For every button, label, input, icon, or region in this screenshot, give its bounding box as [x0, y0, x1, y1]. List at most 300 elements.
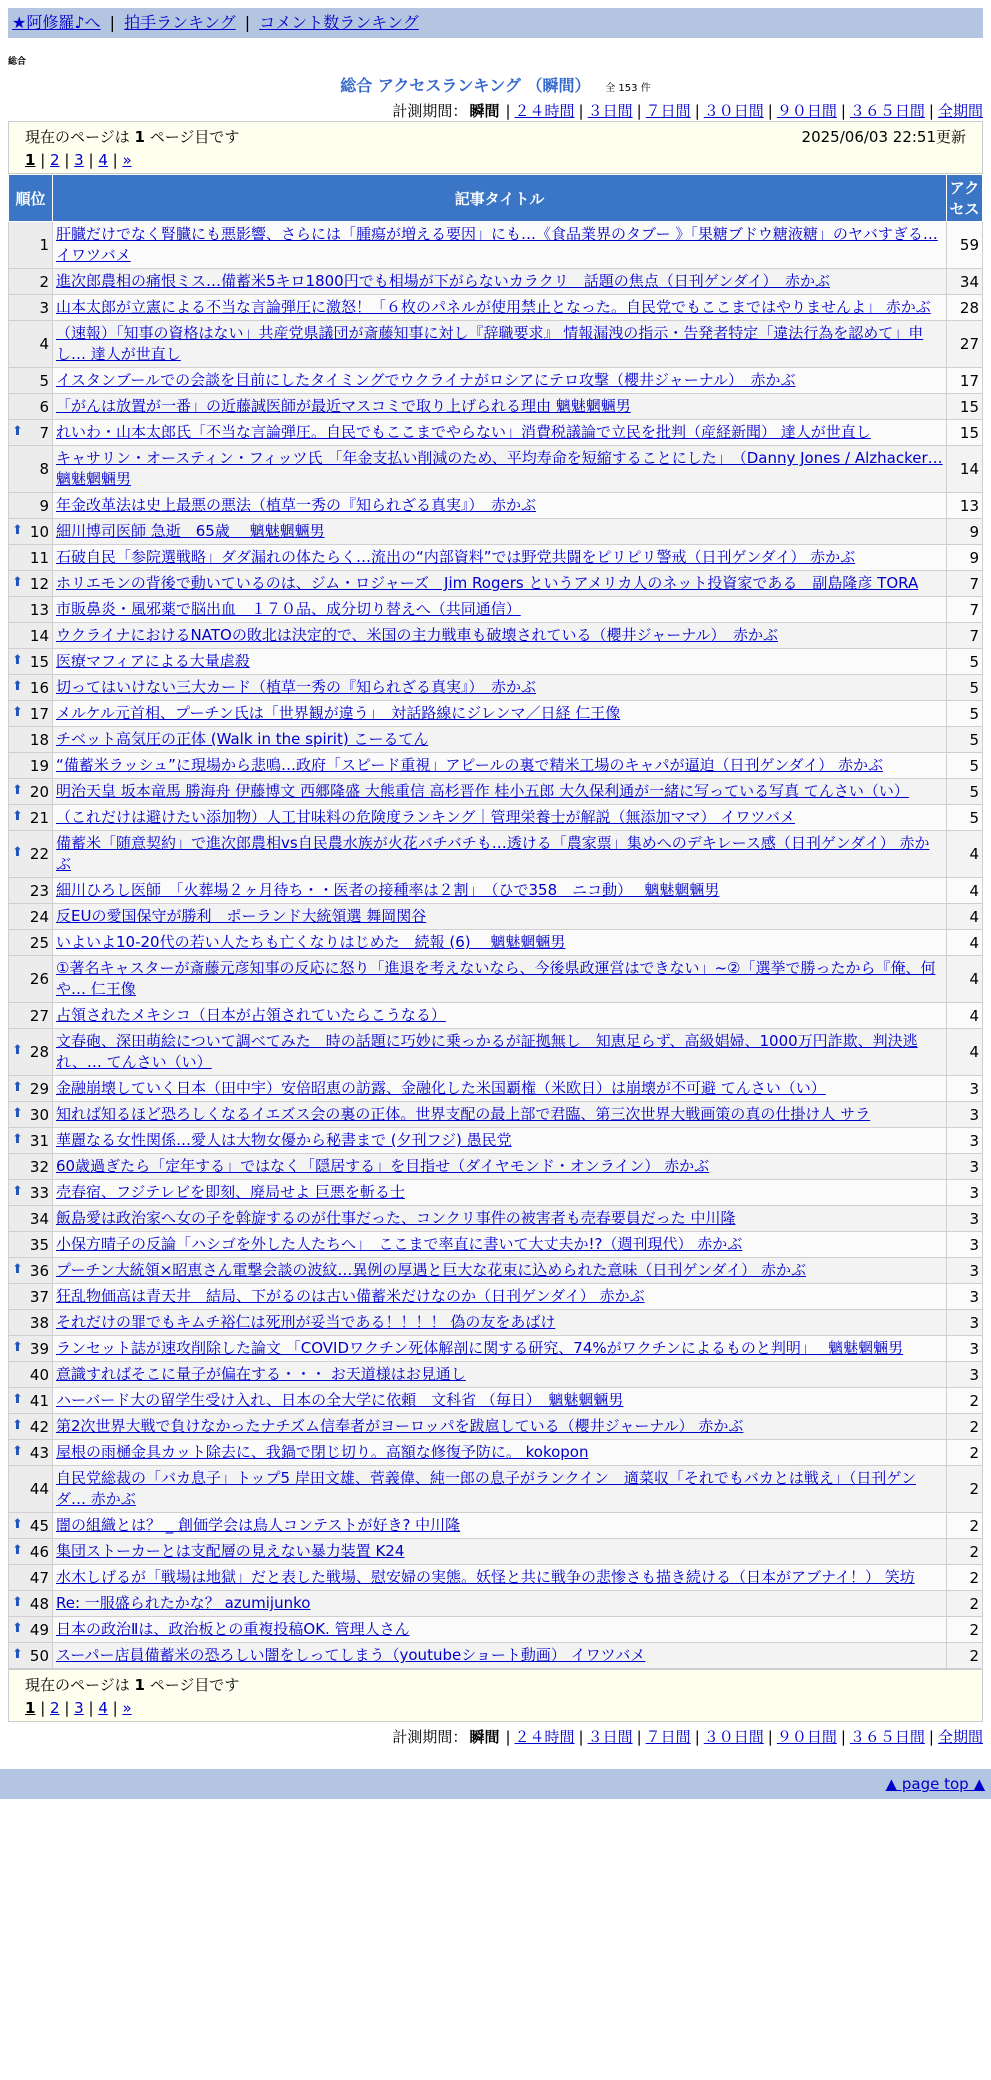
period-option[interactable]: ９０日間 — [776, 1728, 837, 1746]
rank-cell — [9, 1414, 53, 1440]
table-row — [9, 805, 983, 831]
table-row — [9, 1076, 983, 1102]
rank-cell — [9, 956, 53, 1003]
article-title-link[interactable]: 知れば知るほど恐ろしくなるイエズス会の裏の正体。世界支配の最上部で君臨、第三次世界大戦画策の真の仕掛け人 サラ — [56, 1105, 871, 1123]
access-count: 3 — [947, 1232, 983, 1258]
period-separator: | — [928, 102, 934, 120]
title-cell — [53, 1003, 947, 1029]
rank-number: 1 — [39, 236, 49, 254]
rank-cell — [9, 269, 53, 295]
access-count: 5 — [947, 649, 983, 675]
article-title-link[interactable]: 細川博司医師 急逝 65歳 魑魅魍魎男 — [56, 522, 325, 540]
table-row — [9, 222, 983, 269]
rank-up-arrow-icon: ⬆ — [12, 1443, 23, 1459]
access-count: 15 — [947, 420, 983, 446]
article-title-link[interactable]: “備蓄米ラッシュ”に現場から悲鳴…政府「スピード重視」アピールの裏で精米工場のキャパが逼迫（日刊ゲンダイ） 赤かぶ — [56, 756, 884, 774]
rank-cell — [9, 394, 53, 420]
rank-number: 20 — [29, 782, 49, 801]
rank-up-arrow-icon: ⬆ — [12, 1594, 23, 1610]
rank-number: 21 — [29, 808, 49, 827]
article-title-link[interactable]: 年金改革法は史上最悪の悪法（植草一秀の『知られざる真実』） 赤かぶ — [56, 496, 537, 514]
article-title-link[interactable]: 山本太郎が立憲による不当な言論弾圧に激怒！「６枚のパネルが使用禁止となった。自民党でもここまではやりませんよ」 赤かぶ — [56, 298, 931, 316]
rank-number: 11 — [29, 548, 49, 567]
period-separator: | — [636, 1728, 642, 1746]
table-row — [9, 1617, 983, 1643]
rank-cell — [9, 727, 53, 753]
title-cell — [53, 493, 947, 519]
title-cell — [53, 753, 947, 779]
article-title-link[interactable]: 切ってはいけない三大カード（植草一秀の『知られざる真実』） 赤かぶ — [56, 678, 537, 696]
article-title-link[interactable]: 第2次世界大戦で負けなかったナチズム信奉者がヨーロッパを跋扈している（櫻井ジャーナル） 赤かぶ — [56, 1417, 744, 1435]
article-title-link[interactable]: 市販鼻炎・風邪薬で脳出血 １７０品、成分切り替えへ（共同通信） — [56, 600, 521, 618]
title-cell — [53, 1284, 947, 1310]
rank-cell — [9, 1362, 53, 1388]
top-nav — [8, 8, 983, 38]
article-title-link[interactable]: 石破自民「参院選戦略」ダダ漏れの体たらく…流出の“内部資料”では野党共闘をピリピリ警戒（日刊ゲンダイ） 赤かぶ — [56, 548, 856, 566]
article-title-link[interactable]: 細川ひろし医師 「火葬場２ヶ月待ち・・医者の接種率は２割」 （ひで358 ニコ動） 魑魅魍魎男 — [56, 881, 720, 899]
title-cell — [53, 1388, 947, 1414]
access-count: 3 — [947, 1128, 983, 1154]
article-title-link[interactable]: （これだけは避けたい添加物）人工甘味料の危険度ランキング｜管理栄養士が解説（無添加ママ） イワツバメ — [56, 808, 796, 826]
category-label: 総合 — [8, 57, 27, 67]
title-cell — [53, 779, 947, 805]
access-count: 4 — [947, 1003, 983, 1029]
period-label: 計測期間： — [392, 102, 468, 120]
access-count: 13 — [947, 493, 983, 519]
table-row — [9, 930, 983, 956]
rank-cell — [9, 1258, 53, 1284]
rank-up-arrow-icon: ⬆ — [12, 1131, 23, 1147]
article-title-link[interactable]: 進次郎農相の痛恨ミス…備蓄米5キロ1800円でも相場が下がらないカラクリ 話題の焦点（日刊ゲンダイ） 赤かぶ — [56, 272, 831, 290]
rank-cell — [9, 1466, 53, 1513]
rank-cell — [9, 701, 53, 727]
article-title-link[interactable]: 水木しげるが「戦場は地獄」だと表した戦場、慰安婦の実態。妖怪と共に戦争の悲惨さも描き続ける（日本がアブナイ！） 笑坊 — [56, 1568, 915, 1586]
rank-cell — [9, 420, 53, 446]
rank-number: 14 — [29, 626, 49, 645]
rank-number: 26 — [29, 970, 49, 988]
rank-up-arrow-icon: ⬆ — [12, 1105, 23, 1121]
rank-number: 12 — [29, 574, 49, 593]
rank-number: 9 — [39, 496, 49, 515]
article-title-link[interactable]: 備蓄米「随意契約」で進次郎農相vs自民農水族が火花バチバチも…透ける「農家票」集めへのデキレース感（日刊ゲンダイ） 赤かぶ — [56, 834, 930, 873]
article-title-link[interactable]: 自民党総裁の「バカ息子」トップ5 岸田文雄、菅義偉、純一郎の息子がランクイン 適菜収「それでもバカとは戦え」（日刊ゲンダ… 赤かぶ — [56, 1469, 917, 1508]
header-title: 記事タイトル — [53, 175, 947, 222]
table-row — [9, 727, 983, 753]
rank-up-arrow-icon: ⬆ — [12, 1516, 23, 1532]
page-link[interactable]: 2 — [50, 1699, 60, 1717]
access-count: 3 — [947, 1258, 983, 1284]
pagination — [25, 1699, 966, 1717]
access-count: 7 — [947, 597, 983, 623]
article-title-link[interactable]: 医療マフィアによる大量虐殺 — [56, 652, 250, 670]
rank-cell — [9, 493, 53, 519]
next-page-link[interactable]: » — [122, 1699, 132, 1717]
title-cell — [53, 1232, 947, 1258]
title-cell — [53, 1336, 947, 1362]
rank-number: 34 — [29, 1209, 49, 1228]
period-option: 瞬間 — [469, 1728, 500, 1746]
access-count: 3 — [947, 1076, 983, 1102]
rank-up-arrow-icon: ⬆ — [12, 1339, 23, 1355]
table-row — [9, 649, 983, 675]
article-title-link[interactable]: 意識すればそこに量子が偏在する・・・ お天道様はお見通し — [56, 1365, 466, 1383]
rank-number: 30 — [29, 1105, 49, 1124]
rank-cell — [9, 295, 53, 321]
table-row — [9, 368, 983, 394]
table-row — [9, 1513, 983, 1539]
access-count: 15 — [947, 394, 983, 420]
article-title-link[interactable]: 反EUの愛国保守が勝利 ポーランド大統領選 舞岡関谷 — [56, 907, 427, 925]
rank-number: 44 — [29, 1480, 49, 1498]
page-separator: | — [83, 1699, 99, 1717]
table-row — [9, 1206, 983, 1232]
article-title-link[interactable]: 60歳過ぎたら「定年する」ではなく「隠居する」を目指せ（ダイヤモンド・オンライン） 赤かぶ — [56, 1157, 710, 1175]
title-cell — [53, 1617, 947, 1643]
rank-number: 32 — [29, 1157, 49, 1176]
article-title-link[interactable]: ウクライナにおけるNATOの敗北は決定的で、米国の主力戦車も破壊されている（櫻井ジャーナル） 赤かぶ — [56, 626, 778, 644]
article-title-link[interactable]: Re: 一服盛られたかな？ azumijunko — [56, 1594, 311, 1612]
article-title-link[interactable]: 文春砲、深田萌絵について調べてみた 時の話題に巧妙に乗っかるが証拠無し 知恵足らず、高級娼婦、1000万円詐欺、判決逃れ、… てんさい（い） — [56, 1032, 918, 1071]
period-separator: | — [694, 1728, 700, 1746]
table-row — [9, 1466, 983, 1513]
table-row — [9, 831, 983, 878]
title-cell — [53, 1466, 947, 1513]
access-count: 7 — [947, 623, 983, 649]
period-option[interactable]: ７日間 — [645, 102, 691, 120]
title-cell — [53, 727, 947, 753]
title-cell — [53, 675, 947, 701]
rank-number: 2 — [39, 272, 49, 291]
period-option: 瞬間 — [469, 102, 500, 120]
title-cell — [53, 368, 947, 394]
table-row — [9, 1362, 983, 1388]
article-title-link[interactable]: ランセット誌が速攻削除した論文 「COVIDワクチン死体解剖に関する研究、74%がワクチンによるものと判明」 魑魅魍魎男 — [56, 1339, 904, 1357]
article-title-link[interactable]: イスタンブールでの会談を目前にしたタイミングでウクライナがロシアにテロ攻撃（櫻井ジャーナル） 赤かぶ — [56, 371, 796, 389]
period-separator: | — [578, 102, 584, 120]
rank-cell — [9, 675, 53, 701]
page-link[interactable]: 3 — [74, 1699, 84, 1717]
rank-cell — [9, 930, 53, 956]
rank-number: 3 — [39, 298, 49, 317]
period-option[interactable]: ３日間 — [587, 102, 633, 120]
period-separator: | — [505, 102, 511, 120]
rank-up-arrow-icon: ⬆ — [12, 782, 23, 798]
rank-cell — [9, 779, 53, 805]
rank-cell — [9, 753, 53, 779]
access-count: 3 — [947, 1362, 983, 1388]
home-link[interactable]: ★阿修羅♪へ — [12, 13, 101, 32]
rank-up-arrow-icon: ⬆ — [12, 1620, 23, 1636]
rank-cell — [9, 1003, 53, 1029]
period-separator: | — [767, 1728, 773, 1746]
title-cell — [53, 420, 947, 446]
title-cell — [53, 571, 947, 597]
rank-up-arrow-icon: ⬆ — [12, 423, 23, 439]
rank-up-arrow-icon: ⬆ — [12, 1261, 23, 1277]
page-info-bottom — [8, 1669, 983, 1722]
access-count: 4 — [947, 831, 983, 878]
clap-ranking-link[interactable]: 拍手ランキング — [124, 13, 236, 32]
title-cell — [53, 295, 947, 321]
article-title-link[interactable]: 集団ストーカーとは支配層の見えない暴力装置 K24 — [56, 1542, 405, 1560]
access-count: 27 — [947, 321, 983, 368]
article-title-link[interactable]: スーパー店員備蓄米の恐ろしい闇をしってしまう（youtubeショート動画） イワツバメ — [56, 1646, 646, 1664]
period-option[interactable]: ３６５日間 — [849, 1728, 925, 1746]
title-cell — [53, 956, 947, 1003]
period-option[interactable]: 全期間 — [937, 102, 983, 120]
access-count: 34 — [947, 269, 983, 295]
table-row — [9, 753, 983, 779]
rank-number: 19 — [29, 756, 49, 775]
title-cell — [53, 904, 947, 930]
title-cell — [53, 1591, 947, 1617]
rank-number: 45 — [29, 1516, 49, 1535]
rank-number: 42 — [29, 1417, 49, 1436]
article-title-link[interactable]: 占領されたメキシコ（日本が占領されていたらこうなる） — [56, 1006, 446, 1024]
period-option[interactable]: ９０日間 — [776, 102, 837, 120]
access-count: 7 — [947, 571, 983, 597]
page-title: 総合 アクセスランキング （瞬間） — [340, 76, 591, 95]
table-row — [9, 420, 983, 446]
article-title-link[interactable]: キャサリン・オースティン・フィッツ氏 「年金支払い削減のため、平均寿命を短縮することにした」 （Danny Jones / Alzhacker… 魑魅魍魎男 — [56, 449, 943, 488]
table-row — [9, 1029, 983, 1076]
article-title-link[interactable]: プーチン大統領×昭恵さん電撃会談の波紋…異例の厚遇と巨大な花束に込められた意味（日刊ゲンダイ） 赤かぶ — [56, 1261, 806, 1279]
rank-number: 15 — [29, 652, 49, 671]
title-cell — [53, 1206, 947, 1232]
rank-number: 17 — [29, 704, 49, 723]
article-title-link[interactable]: 闇の組織とは？ _ 創価学会は鳥人コンテストが好き? 中川隆 — [56, 1516, 461, 1534]
period-option[interactable]: ３０日間 — [703, 102, 764, 120]
table-row — [9, 1284, 983, 1310]
article-title-link[interactable]: それだけの罪でもキムチ裕仁は死刑が妥当である！！！！ 偽の友をあばけ — [56, 1313, 556, 1331]
title-cell — [53, 269, 947, 295]
article-title-link[interactable]: 明治天皇 坂本竜馬 勝海舟 伊藤博文 西郷隆盛 大熊重信 高杉晋作 桂小五郎 大久保利通が一緒に写っている写真 てんさい（い） — [56, 782, 909, 800]
page-separator: | — [107, 1699, 123, 1717]
rank-number: 29 — [29, 1079, 49, 1098]
article-title-link[interactable]: ①著名キャスターが斎藤元彦知事の反応に怒り「進退を考えないなら、今後県政運営はできない」~②「選挙で勝ったから『俺、何や… 仁王像 — [56, 959, 936, 998]
period-option[interactable]: ７日間 — [645, 1728, 691, 1746]
access-count: 3 — [947, 1154, 983, 1180]
nav-separator: | — [109, 13, 116, 32]
period-option[interactable]: ３６５日間 — [849, 102, 925, 120]
nav-separator: | — [244, 13, 251, 32]
access-count: 5 — [947, 779, 983, 805]
rank-number: 35 — [29, 1235, 49, 1254]
table-row — [9, 571, 983, 597]
rank-cell — [9, 1284, 53, 1310]
title-cell — [53, 1102, 947, 1128]
period-option[interactable]: 全期間 — [937, 1728, 983, 1746]
article-title-link[interactable]: メルケル元首相、プーチン氏は「世界観が違う」 対話路線にジレンマ／日経 仁王像 — [56, 704, 621, 722]
rank-number: 5 — [39, 371, 49, 390]
article-title-link[interactable]: 「がんは放置が一番」の近藤誠医師が最近マスコミで取り上げられる理由 魑魅魍魎男 — [56, 397, 631, 415]
rank-cell — [9, 1128, 53, 1154]
article-title-link[interactable]: れいわ・山本太郎氏「不当な言論弾圧。自民でもここまでやらない」消費税議論で立民を批判（産経新聞） 達人が世直し — [56, 423, 871, 441]
period-option[interactable]: ２４時間 — [514, 1728, 575, 1746]
title-cell — [53, 1029, 947, 1076]
access-count: 3 — [947, 1336, 983, 1362]
table-row — [9, 1336, 983, 1362]
period-label: 計測期間： — [392, 1728, 468, 1746]
rank-cell — [9, 1565, 53, 1591]
title-cell — [53, 1643, 947, 1669]
page-separator: | — [83, 151, 99, 169]
table-row — [9, 295, 983, 321]
access-count: 2 — [947, 1539, 983, 1565]
rank-number: 43 — [29, 1443, 49, 1462]
article-title-link[interactable]: 屋根の雨樋金具カット除去に、我鍋で閉じ切り。高額な修復予防に。 kokopon — [56, 1443, 589, 1461]
access-count: 4 — [947, 956, 983, 1003]
access-count: 28 — [947, 295, 983, 321]
period-selector — [8, 100, 983, 121]
header-access: アクセス — [947, 175, 983, 222]
table-row — [9, 779, 983, 805]
access-count: 2 — [947, 1440, 983, 1466]
rank-number: 23 — [29, 881, 49, 900]
rank-up-arrow-icon: ⬆ — [12, 574, 23, 590]
article-title-link[interactable]: 狂乱物価高は青天井 結局、下がるのは古い備蓄米だけなのか（日刊ゲンダイ） 赤かぶ — [56, 1287, 645, 1305]
title-cell — [53, 878, 947, 904]
rank-cell — [9, 571, 53, 597]
rank-number: 22 — [29, 845, 49, 863]
article-title-link[interactable]: チベット高気圧の正体 (Walk in the spirit) こーるてん — [56, 730, 429, 748]
title-cell — [53, 1539, 947, 1565]
access-count: 2 — [947, 1513, 983, 1539]
access-count: 4 — [947, 930, 983, 956]
access-count: 59 — [947, 222, 983, 269]
rank-number: 8 — [39, 460, 49, 478]
rank-number: 13 — [29, 600, 49, 619]
rank-cell — [9, 623, 53, 649]
table-row — [9, 1180, 983, 1206]
article-title-link[interactable]: 売春宿、フジテレビを即刻、廃局せよ 巨悪を斬る士 — [56, 1183, 405, 1201]
rank-number: 18 — [29, 730, 49, 749]
rank-number: 7 — [39, 423, 49, 442]
table-row — [9, 493, 983, 519]
page-info-top — [8, 121, 983, 174]
period-option[interactable]: ３日間 — [587, 1728, 633, 1746]
rank-cell — [9, 1076, 53, 1102]
period-option[interactable]: ２４時間 — [514, 102, 575, 120]
page-separator: | — [35, 151, 51, 169]
page-link[interactable]: 4 — [98, 151, 108, 169]
page-link[interactable]: 3 — [74, 151, 84, 169]
access-count: 14 — [947, 446, 983, 493]
rank-up-arrow-icon: ⬆ — [12, 1391, 23, 1407]
page-link[interactable]: 4 — [98, 1699, 108, 1717]
pagination — [25, 151, 966, 169]
period-option[interactable]: ３０日間 — [703, 1728, 764, 1746]
title-cell — [53, 446, 947, 493]
total-count: 全 153 件 — [605, 83, 651, 94]
rank-cell — [9, 831, 53, 878]
rank-up-arrow-icon: ⬆ — [12, 704, 23, 720]
table-row — [9, 446, 983, 493]
access-count: 2 — [947, 1643, 983, 1669]
rank-cell — [9, 1539, 53, 1565]
page-separator: | — [59, 151, 75, 169]
article-title-link[interactable]: 小保方晴子の反論「ハシゴを外した人たちへ」 ここまで率直に書いて大丈夫か!?（週刊現代） 赤かぶ — [56, 1235, 743, 1253]
table-row — [9, 269, 983, 295]
comment-ranking-link[interactable]: コメント数ランキング — [259, 13, 419, 32]
next-page-link[interactable]: » — [122, 151, 132, 169]
page-separator: | — [35, 1699, 51, 1717]
table-row — [9, 701, 983, 727]
table-row — [9, 623, 983, 649]
table-row — [9, 394, 983, 420]
title-cell — [53, 1414, 947, 1440]
rank-cell — [9, 597, 53, 623]
rank-number: 24 — [29, 907, 49, 926]
period-separator: | — [694, 102, 700, 120]
rank-number: 25 — [29, 933, 49, 952]
title-cell — [53, 545, 947, 571]
table-row — [9, 1591, 983, 1617]
period-separator: | — [767, 102, 773, 120]
page-top-link[interactable]: ▲ page top ▲ — [885, 1775, 985, 1793]
article-title-link[interactable]: いよいよ10-20代の若い人たちも亡くなりはじめた 続報 (6) 魑魅魍魎男 — [56, 933, 566, 951]
period-separator: | — [840, 102, 846, 120]
access-count: 17 — [947, 368, 983, 394]
page-title-row — [8, 73, 983, 96]
title-cell — [53, 701, 947, 727]
access-count: 2 — [947, 1591, 983, 1617]
rank-up-arrow-icon: ⬆ — [12, 1183, 23, 1199]
title-cell — [53, 1180, 947, 1206]
rank-cell — [9, 904, 53, 930]
title-cell — [53, 649, 947, 675]
table-row — [9, 1388, 983, 1414]
table-row — [9, 904, 983, 930]
title-cell — [53, 1362, 947, 1388]
rank-cell — [9, 1180, 53, 1206]
article-title-link[interactable]: ホリエモンの背後で動いているのは、ジム・ロジャーズ Jim Rogers というアメリカ人のネット投資家である 副島隆彦 TORA — [56, 574, 919, 592]
rank-up-arrow-icon: ⬆ — [12, 1417, 23, 1433]
article-title-link[interactable]: （速報）「知事の資格はない」共産党県議団が斎藤知事に対し『辞職要求』 情報漏洩の指示・告発者特定「違法行為を認めて」申し… 達人が世直し — [56, 324, 924, 363]
title-cell — [53, 1440, 947, 1466]
access-count: 5 — [947, 727, 983, 753]
article-title-link[interactable]: 肝臓だけでなく腎臓にも悪影響、さらには「腫瘍が増える要因」にも…《食品業界のタブー 》「果糖ブドウ糖液糖」のヤバすぎる… イワツバメ — [56, 225, 938, 264]
article-title-link[interactable]: 華麗なる女性関係…愛人は大物女優から秘書まで (夕刊フジ) 愚民党 — [56, 1131, 512, 1149]
rank-cell — [9, 1617, 53, 1643]
page-link[interactable]: 2 — [50, 151, 60, 169]
article-title-link[interactable]: 飯島愛は政治家へ女の子を斡旋するのが仕事だった、コンクリ事件の被害者も売春要員だった 中川隆 — [56, 1209, 736, 1227]
article-title-link[interactable]: 日本の政治Ⅱは、政治板との重複投稿OK. 管理人さん — [56, 1620, 410, 1638]
table-row — [9, 321, 983, 368]
access-count: 5 — [947, 753, 983, 779]
table-row — [9, 1310, 983, 1336]
rank-number: 38 — [29, 1313, 49, 1332]
current-page-text: 現在のページは 1 ページ目です — [25, 1676, 240, 1694]
table-row — [9, 1102, 983, 1128]
access-count: 4 — [947, 904, 983, 930]
access-count: 2 — [947, 1414, 983, 1440]
table-row — [9, 519, 983, 545]
rank-up-arrow-icon: ⬆ — [12, 522, 23, 538]
table-row — [9, 878, 983, 904]
title-cell — [53, 1128, 947, 1154]
rank-cell — [9, 321, 53, 368]
article-title-link[interactable]: 金融崩壊していく日本（田中宇）安倍昭恵の訪露、金融化した米国覇権（米欧日）は崩壊が不可避 てんさい（い） — [56, 1079, 826, 1097]
table-row — [9, 1565, 983, 1591]
rank-up-arrow-icon: ⬆ — [12, 1043, 23, 1058]
rank-number: 47 — [29, 1568, 49, 1587]
article-title-link[interactable]: ハーバード大の留学生受け入れ、日本の全大学に依頼 文科省 （毎日） 魑魅魍魎男 — [56, 1391, 624, 1409]
period-separator: | — [636, 102, 642, 120]
table-row — [9, 956, 983, 1003]
rank-number: 33 — [29, 1183, 49, 1202]
access-count: 2 — [947, 1565, 983, 1591]
